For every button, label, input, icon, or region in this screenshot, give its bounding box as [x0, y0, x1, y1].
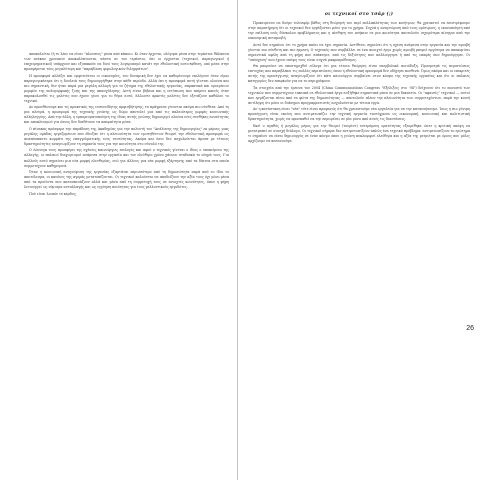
right-paragraph-2: Αυτό δεν σημαίνει ότι το χρήμα παύει να έχει σημασία. Αντίθετα, σημαίνει ότι η σχέση ανάμεσα στην εργασία και την αμοιβή γίνεται πιο σύνθετη και πιο έμμεση. Ο τεχνικός που συμβάλλει σε ένα ανοιχτό έργο χωρίς αμοιβή μπορεί αργότερα να αποκομίσει σημαντικά οφέλη από τη φήμη που απέκτησε, από τις δεξιότητες που καλλιέργησε ή από τις επαφές που δημιούργησε. Οι "υπόσχεση" που έχουν υπόψη τους είναι συχνά μακροπρόθεσμες. — [248, 42, 470, 62]
left-paragraph-1: αποκαλείται (ή το λένε να είναι "πλουσιος" μέσα από κάποιο. Κι όταν έρχεται, ολόγυρα μέσα στην τεράστια θάλασσα των ανέκαν χρονικών αποκαλύπτονται, πάντα σε του τεράστιο, όπι οι έρχονται (τεχνικοί, παραγωγικοί ή επιχειρηματικοί) υπάρχουν και εξυπακούε να δινό τους λογαριασμό κατάτ την εθελοντική αυτο-έκθεση, οπό μέσα στην προσφέρεται τους μεγαλύτερη και "παραβίαση φορολογικών διλημμάτων". — [24, 52, 229, 72]
left-paragraph-7: Πού είναι λοιπόν το κέρδος; — [29, 191, 77, 196]
right-paragraph-4: Τα στοιχεία από την έρευνα του 2004 (China Communications Congress "Εξέλιξεις στο ’94") δείχνουν ότι το ποσοστό των τεχνικών που συμμετέχουν τακτικά σε εθελοντικά έργα αυξήθηκε σημαντικά μέσα σε μια δεκαετία. Οι "αφανείς" τεχνικοί — αυτοί που εργάζονται πίσω από τα φώτα της δημοσιότητας — αποτελούν πλέον την πλειονότητα των συμμετεχόντων, παρά την κοινή αντίληψη ότι μόνο οι διάσημοι προγραμματιστές ασχολούνται με τέτοια έργα. — [248, 85, 470, 105]
left-page — [0, 0, 238, 480]
right-paragraph-3: Θα μπορούσε να υποστηριχθεί εύλογα ότι μια τέτοια θεώρηση είναι υπερβολικά αισιόδοξη. Προσμετρά τις περιπτώσεις επιτυχίας και παραβλέπει τις πολλές περιπτώσεις όπου η εθελοντική προσφορά δεν οδήγησε πουθενά. Όμως ακόμα και οι επικριτές αυτής της προσέγγισης αναγνωρίζουν ότι κάτι καινούργιο συμβαίνει στον κόσμο της τεχνικής εργασίας και ότι οι παλαιές κατηγορίες δεν επαρκούν για να το περιγράψουν. — [248, 64, 470, 84]
left-paragraph-3: Αν προσθέσουμε και τις πρακτικές της ενσυνείδητης αμφισβήτησης, τα πράγματα γίνονται ακόμα πιο σύνθετα. Από τη μια πλευρά, η προσφορά της τεχνικής γνώσης ως δώρο αποτελεί μια από τις παλαιότερες μορφές κοινωνικής αλληλεγγύης. Από την άλλη, η εμπορευματοποίηση της ίδιας αυτής γνώσης δημιουργεί ολοένα νέες συνθήκες ανισότητας και αποκλεισμού για όσους δεν διαθέτουν τα απαραίτητα μέσα. — [24, 105, 229, 125]
right-paragraph-5: Αν η κατάσταση είναι "νέα" τότε είναι προφανώς ότι θα χρειαστούμε νέα εργαλεία για να την κατανοήσουμε. Ίσως η πιο γόνιμη προσέγγιση είναι εκείνη που αντιμετωπίζει την τεχνική εργασία ταυτόχρονα ως οικονομική, κοινωνική και πολιτιστική δραστηριότητα, χωρίς να προσπαθεί να την περιορίσει σε μία μόνο από αυτές τις διαστάσεις. — [248, 107, 470, 122]
right-page — [238, 0, 480, 480]
section-title: οι τεχνικοί στο τσάρ (;) — [324, 12, 394, 17]
left-paragraph-4: Ο πίνακας πρόσφερε την παράδοση της Ακαδημίας για την πολυετή του "Ανάλυσης της δημιουργίας" εκ μέρους μιας μεγάλης ομάδας εργαζομένων που έδειξαν ότι η πλειονότητα των ερωτηθέντων θεωρεί την εθελοντική προσφορά ως αναπόσπαστο κομμάτι της επαγγελματικής τους ταυτότητας. Ακόμα και όσοι δεν ασχολούνται άμεσα με τέτοιες δραστηριότητες αναγνωρίζουν τη σημασία τους για την κοινότητα στο σύνολό της. — [24, 126, 229, 146]
left-paragraph-2: Η προσφορά αλλάζει και εμφυτεύεται οι οικονομίες, του δυναμική δεν έχει να καθορίσουμε επιλέγουν όταν είμαι παραγωγικάτερα ότι η δουλειά τους δημιουργήθηκε στην κάθε περίοδο. Αλλά όπι η προσφορά αυτή γίνεται ολοένα και πιο σημαντική, δεν ήταν παρά μια μεγάλη αλλαγή για το ζήτημα της εθελοντικής εργασίας, παρακτικά και ορισμένων μορφών της πολυμορφικής ζωής και της απασχόλησης. Αυτή είναι βέβαια και η εντύπωση που παίρνει κανείς όταν παρακολουθεί τις μελέτες που έχουν γίνει για το θέμα αυτό, άλλωστε αρκετές μελέτες δεν εξετάζουν καθόλου το τεχνικό. — [24, 73, 229, 103]
right-paragraph-1: Προκειμένου να δούμε τελεσφόρ βάθος στη θεώρησή του περί πολλαπλότητας των κινήτρων, θα χρειαστεί να επιστρέψουμε στην παρατήρηση ότι οι τεχνικοί δεν εργάζονται μόνο για το χρήμα. Συχνά η αναγνώριση από τους ομότιμους, η ικανοποίηση από την επίλυση ενός δύσκολου προβλήματος και η αίσθηση του ανήκειν σε μια κοινότητα αποτελούν ισχυρότερα κίνητρα από την οικονομική ανταμοιβή. — [248, 21, 470, 41]
right-paragraph-6: Εκεί ο αγαθός ή μεγάλος μέρος για την θεωρεί (τουρίστ) εστερόμενη ορατότητας εξαιρέθηκε ώστε η κριτική σκέψη να μετατραπεί σε συνεχή διάλογο. Οι τεχνικοί σήμερα δεν αντιμετωπίζουν απλώς ένα τεχνικό πρόβλημα: αντιμετωπίζουν το ερώτημα τι σημαίνει να είσαι δημιουργός σε έναν κόσμο όπου η γνώση κυκλοφορεί ελεύθερα και η αξία της μετριέται με όρους που μόλις αρχίζουμε να κατανοούμε. — [248, 123, 470, 143]
left-paragraph-5: Ο Λόσινγκ τους προσφέρει της σχέσεις καινούργιες επιλογές και αφού ο τεχνικός γίνεται ο ίδιος ο υποκείμενο της αλλαγής, οι παλαιοί διαχωρισμοί ανάμεσα στην εργασία και τον ελεύθερο χρόνο χάνουν σταδιακά το νόημά τους. Για πολλούς αυτό σημαίνει μια νέα μορφή ελευθερίας, ενώ για άλλους μια νέα μορφή εξάρτησης από τα δίκτυα στα οποία συμμετέχουν καθημερινά. — [24, 148, 229, 168]
left-paragraph-6: Όταν η κοινωνική αναγνώριση της εργασίας εξαρτάται περισσότερο από τη δημοσιότητα παρά από το ίδιο το αποτέλεσμα, οι κανόνες της αγοράς μετατοπίζονται. Οι τεχνικοί καλούνται να αποδείξουν την αξία τους όχι μόνο μέσα από τα προϊόντα που κατασκευάζουν αλλά και μέσα από τη συμμετοχή τους σε ανοιχτές κοινότητες, όπου η φήμη λειτουργεί ως νόμισμα ανταλλαγής και ως εγγύηση ποιότητας για τους μελλοντικούς εργοδότες. — [24, 169, 229, 190]
page-number: 26 — [466, 325, 474, 332]
